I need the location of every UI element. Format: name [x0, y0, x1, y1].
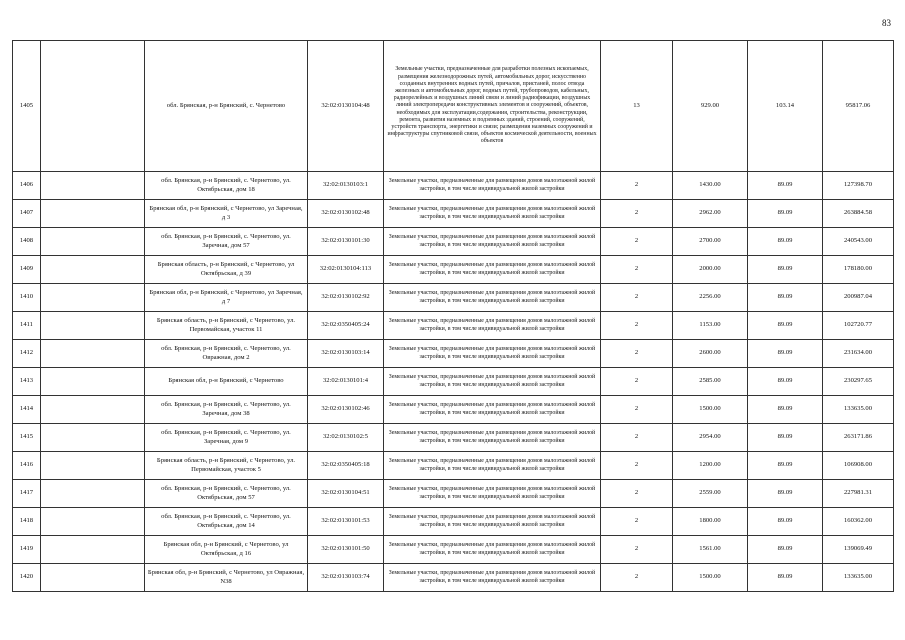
specific-value-cell: 89.09: [748, 172, 823, 200]
cadastral-value-cell: 95817.06: [823, 41, 894, 172]
table-body: [13, 41, 894, 592]
cadastral-value-cell: 178180.00: [823, 256, 894, 284]
land-use-cell: Земельные участки, предназначенные для размещения домов малоэтажной жилой застройки, в том числе индивидуальной жилой застройки: [384, 452, 601, 480]
area-cell: 2962.00: [673, 200, 748, 228]
address-cell: Брянская обл, р-н Брянский, с Чернетово, ул Заречная, д 3: [145, 200, 308, 228]
cadastral-value-cell: 227981.31: [823, 480, 894, 508]
table-row: [13, 396, 894, 424]
cadastral-number-cell: 32:02:0130103:1: [308, 172, 384, 200]
cadastral-value-cell: 133635.00: [823, 396, 894, 424]
blank-cell: [41, 312, 145, 340]
table-row: [13, 508, 894, 536]
table-row: [13, 172, 894, 200]
blank-cell: [41, 200, 145, 228]
group-cell: 13: [601, 41, 673, 172]
land-use-cell: Земельные участки, предназначенные для размещения домов малоэтажной жилой застройки, в том числе индивидуальной жилой застройки: [384, 480, 601, 508]
blank-cell: [41, 396, 145, 424]
land-use-cell: Земельные участки, предназначенные для размещения домов малоэтажной жилой застройки, в том числе индивидуальной жилой застройки: [384, 228, 601, 256]
blank-cell: [41, 368, 145, 396]
cadastral-number-cell: 32:02:0130101:53: [308, 508, 384, 536]
table-row: [13, 368, 894, 396]
group-cell: 2: [601, 368, 673, 396]
blank-cell: [41, 41, 145, 172]
address-cell: Брянская область, р-н Брянский, с Чернетово, ул. Первомайская, участок 5: [145, 452, 308, 480]
table-row: [13, 536, 894, 564]
row-number: 1414: [13, 396, 41, 424]
page-number: 83: [882, 18, 891, 28]
group-cell: 2: [601, 256, 673, 284]
cadastral-number-cell: 32:02:0130103:74: [308, 564, 384, 592]
land-use-cell: Земельные участки, предназначенные для размещения домов малоэтажной жилой застройки, в том числе индивидуальной жилой застройки: [384, 368, 601, 396]
specific-value-cell: 89.09: [748, 508, 823, 536]
table-row: [13, 41, 894, 172]
area-cell: 2600.00: [673, 340, 748, 368]
blank-cell: [41, 256, 145, 284]
cadastral-value-cell: 106908.00: [823, 452, 894, 480]
blank-cell: [41, 172, 145, 200]
row-number: 1413: [13, 368, 41, 396]
group-cell: 2: [601, 396, 673, 424]
cadastral-number-cell: 32:02:0130104:48: [308, 41, 384, 172]
land-use-cell: Земельные участки, предназначенные для размещения домов малоэтажной жилой застройки, в том числе индивидуальной жилой застройки: [384, 312, 601, 340]
area-cell: 1500.00: [673, 396, 748, 424]
group-cell: 2: [601, 508, 673, 536]
land-use-cell: Земельные участки, предназначенные для размещения домов малоэтажной жилой застройки, в том числе индивидуальной жилой застройки: [384, 200, 601, 228]
specific-value-cell: 89.09: [748, 452, 823, 480]
row-number: 1407: [13, 200, 41, 228]
land-use-cell: Земельные участки, предназначенные для размещения домов малоэтажной жилой застройки, в том числе индивидуальной жилой застройки: [384, 424, 601, 452]
blank-cell: [41, 284, 145, 312]
area-cell: 2585.00: [673, 368, 748, 396]
table-row: [13, 340, 894, 368]
area-cell: 1153.00: [673, 312, 748, 340]
table-row: [13, 480, 894, 508]
cadastral-value-cell: 160362.00: [823, 508, 894, 536]
area-cell: 2954.00: [673, 424, 748, 452]
cadastral-value-cell: 230297.65: [823, 368, 894, 396]
cadastral-number-cell: 32:02:0130104:51: [308, 480, 384, 508]
cadastral-number-cell: 32:02:0130101:30: [308, 228, 384, 256]
table-row: [13, 424, 894, 452]
specific-value-cell: 103.14: [748, 41, 823, 172]
specific-value-cell: 89.09: [748, 480, 823, 508]
area-cell: 1200.00: [673, 452, 748, 480]
group-cell: 2: [601, 480, 673, 508]
land-use-cell: Земельные участки, предназначенные для размещения домов малоэтажной жилой застройки, в том числе индивидуальной жилой застройки: [384, 536, 601, 564]
specific-value-cell: 89.09: [748, 340, 823, 368]
cadastral-value-cell: 240543.00: [823, 228, 894, 256]
group-cell: 2: [601, 228, 673, 256]
area-cell: 929.00: [673, 41, 748, 172]
table-row: [13, 200, 894, 228]
address-cell: Брянская обл, р-н Брянский, с Чернетово: [145, 368, 308, 396]
group-cell: 2: [601, 200, 673, 228]
row-number: 1417: [13, 480, 41, 508]
specific-value-cell: 89.09: [748, 536, 823, 564]
cadastral-value-cell: 231634.00: [823, 340, 894, 368]
land-use-cell: Земельные участки, предназначенные для размещения домов малоэтажной жилой застройки, в том числе индивидуальной жилой застройки: [384, 340, 601, 368]
cadastral-value-cell: 263884.58: [823, 200, 894, 228]
table-row: [13, 452, 894, 480]
area-cell: 1500.00: [673, 564, 748, 592]
address-cell: обл. Брянская, р-н Брянский, с. Чернетово, ул. Заречная, дом 38: [145, 396, 308, 424]
row-number: 1415: [13, 424, 41, 452]
address-cell: обл. Брянская, р-н Брянский, с. Чернетово, ул. Заречная, дом 57: [145, 228, 308, 256]
address-cell: Брянская область, р-н Брянский, с Чернетово, ул Октябрьская, д 39: [145, 256, 308, 284]
specific-value-cell: 89.09: [748, 424, 823, 452]
specific-value-cell: 89.09: [748, 396, 823, 424]
address-cell: обл. Брянская, р-н Брянский, с. Чернетово, ул. Заречная, дом 9: [145, 424, 308, 452]
cadastral-number-cell: 32:02:0130102:48: [308, 200, 384, 228]
specific-value-cell: 89.09: [748, 564, 823, 592]
area-cell: 2700.00: [673, 228, 748, 256]
land-use-cell: Земельные участки, предназначенные для размещения домов малоэтажной жилой застройки, в том числе индивидуальной жилой застройки: [384, 256, 601, 284]
blank-cell: [41, 508, 145, 536]
cadastral-value-cell: 263171.86: [823, 424, 894, 452]
area-cell: 2559.00: [673, 480, 748, 508]
group-cell: 2: [601, 172, 673, 200]
group-cell: 2: [601, 284, 673, 312]
cadastral-number-cell: 32:02:0130101:50: [308, 536, 384, 564]
address-cell: обл. Брянская, р-н Брянский, с. Чернетово, ул. Октябрьская, дом 14: [145, 508, 308, 536]
specific-value-cell: 89.09: [748, 284, 823, 312]
row-number: 1411: [13, 312, 41, 340]
cadastral-value-cell: 200987.04: [823, 284, 894, 312]
group-cell: 2: [601, 340, 673, 368]
blank-cell: [41, 564, 145, 592]
area-cell: 1561.00: [673, 536, 748, 564]
address-cell: обл. Брянская, р-н Брянский, с. Чернетово, ул. Октябрьская, дом 57: [145, 480, 308, 508]
land-use-cell: Земельные участки, предназначенные для размещения домов малоэтажной жилой застройки, в том числе индивидуальной жилой застройки: [384, 508, 601, 536]
area-cell: 2256.00: [673, 284, 748, 312]
cadastral-value-table: [12, 40, 894, 592]
row-number: 1408: [13, 228, 41, 256]
blank-cell: [41, 340, 145, 368]
group-cell: 2: [601, 564, 673, 592]
address-cell: обл. Брянская, р-н Брянский, с. Чернетово, ул. Октябрьская, дом 18: [145, 172, 308, 200]
land-use-cell: Земельные участки, предназначенные для размещения домов малоэтажной жилой застройки, в том числе индивидуальной жилой застройки: [384, 396, 601, 424]
land-use-cell: Земельные участки, предназначенные для размещения домов малоэтажной жилой застройки, в том числе индивидуальной жилой застройки: [384, 564, 601, 592]
table-row: [13, 284, 894, 312]
cadastral-number-cell: 32:02:0130103:14: [308, 340, 384, 368]
blank-cell: [41, 480, 145, 508]
area-cell: 1430.00: [673, 172, 748, 200]
table-row: [13, 228, 894, 256]
land-use-cell: Земельные участки, предназначенные для размещения домов малоэтажной жилой застройки, в том числе индивидуальной жилой застройки: [384, 284, 601, 312]
address-cell: Брянская обл, р-н Брянский, с Чернетово, ул Октябрьская, д 16: [145, 536, 308, 564]
row-number: 1406: [13, 172, 41, 200]
row-number: 1416: [13, 452, 41, 480]
row-number: 1409: [13, 256, 41, 284]
address-cell: обл. Брянская, р-н Брянский, с. Чернетово, ул. Овражная, дом 2: [145, 340, 308, 368]
row-number: 1418: [13, 508, 41, 536]
row-number: 1405: [13, 41, 41, 172]
table-row: [13, 564, 894, 592]
blank-cell: [41, 452, 145, 480]
land-use-cell: Земельные участки, предназначенные для разработки полезных ископаемых, размещения железнодорожных путей, автомобильных дорог, искусственно созданных внутренних водных путей, причалов, пристаней, полос отвода железных и автомобильных дорог, водных путей, трубопроводов, кабельных, радиорелейных и воздушных линий связи и линий радиофикации, воздушных линий электропередачи конструктивных элементов и сооружений, объектов, необходимых для эксплуатации,содержания, строительства, реконструкции, ремонта, развития наземных и подземных зданий, строений, сооружений, устройств транспорта, энергетики и связи; размещения наземных сооружений и инфраструктуры спутниковой связи, объектов космической деятельности, военных объектов: [384, 41, 601, 172]
table-row: [13, 312, 894, 340]
group-cell: 2: [601, 536, 673, 564]
specific-value-cell: 89.09: [748, 200, 823, 228]
area-cell: 1800.00: [673, 508, 748, 536]
specific-value-cell: 89.09: [748, 312, 823, 340]
cadastral-number-cell: 32:02:0130104:113: [308, 256, 384, 284]
group-cell: 2: [601, 452, 673, 480]
cadastral-number-cell: 32:02:0130101:4: [308, 368, 384, 396]
cadastral-number-cell: 32:02:0130102:92: [308, 284, 384, 312]
row-number: 1420: [13, 564, 41, 592]
group-cell: 2: [601, 312, 673, 340]
blank-cell: [41, 228, 145, 256]
specific-value-cell: 89.09: [748, 368, 823, 396]
cadastral-value-cell: 102720.77: [823, 312, 894, 340]
group-cell: 2: [601, 424, 673, 452]
cadastral-number-cell: 32:02:0350405:18: [308, 452, 384, 480]
address-cell: Брянская обл, р-н Брянский, с Чернетово, ул Заречная, д 7: [145, 284, 308, 312]
address-cell: Брянская область, р-н Брянский, с Чернетово, ул. Первомайская, участок 11: [145, 312, 308, 340]
row-number: 1412: [13, 340, 41, 368]
blank-cell: [41, 536, 145, 564]
cadastral-number-cell: 32:02:0350405:24: [308, 312, 384, 340]
cadastral-value-cell: 139069.49: [823, 536, 894, 564]
land-use-cell: Земельные участки, предназначенные для размещения домов малоэтажной жилой застройки, в том числе индивидуальной жилой застройки: [384, 172, 601, 200]
cadastral-number-cell: 32:02:0130102:5: [308, 424, 384, 452]
area-cell: 2000.00: [673, 256, 748, 284]
address-cell: Брянская обл, р-н Брянский, с Чернетово, ул Овражная, N38: [145, 564, 308, 592]
table-row: [13, 256, 894, 284]
cadastral-value-cell: 127398.70: [823, 172, 894, 200]
specific-value-cell: 89.09: [748, 256, 823, 284]
cadastral-value-cell: 133635.00: [823, 564, 894, 592]
cadastral-number-cell: 32:02:0130102:46: [308, 396, 384, 424]
specific-value-cell: 89.09: [748, 228, 823, 256]
row-number: 1419: [13, 536, 41, 564]
blank-cell: [41, 424, 145, 452]
address-cell: обл. Брянская, р-н Брянский, с. Чернетово: [145, 41, 308, 172]
row-number: 1410: [13, 284, 41, 312]
